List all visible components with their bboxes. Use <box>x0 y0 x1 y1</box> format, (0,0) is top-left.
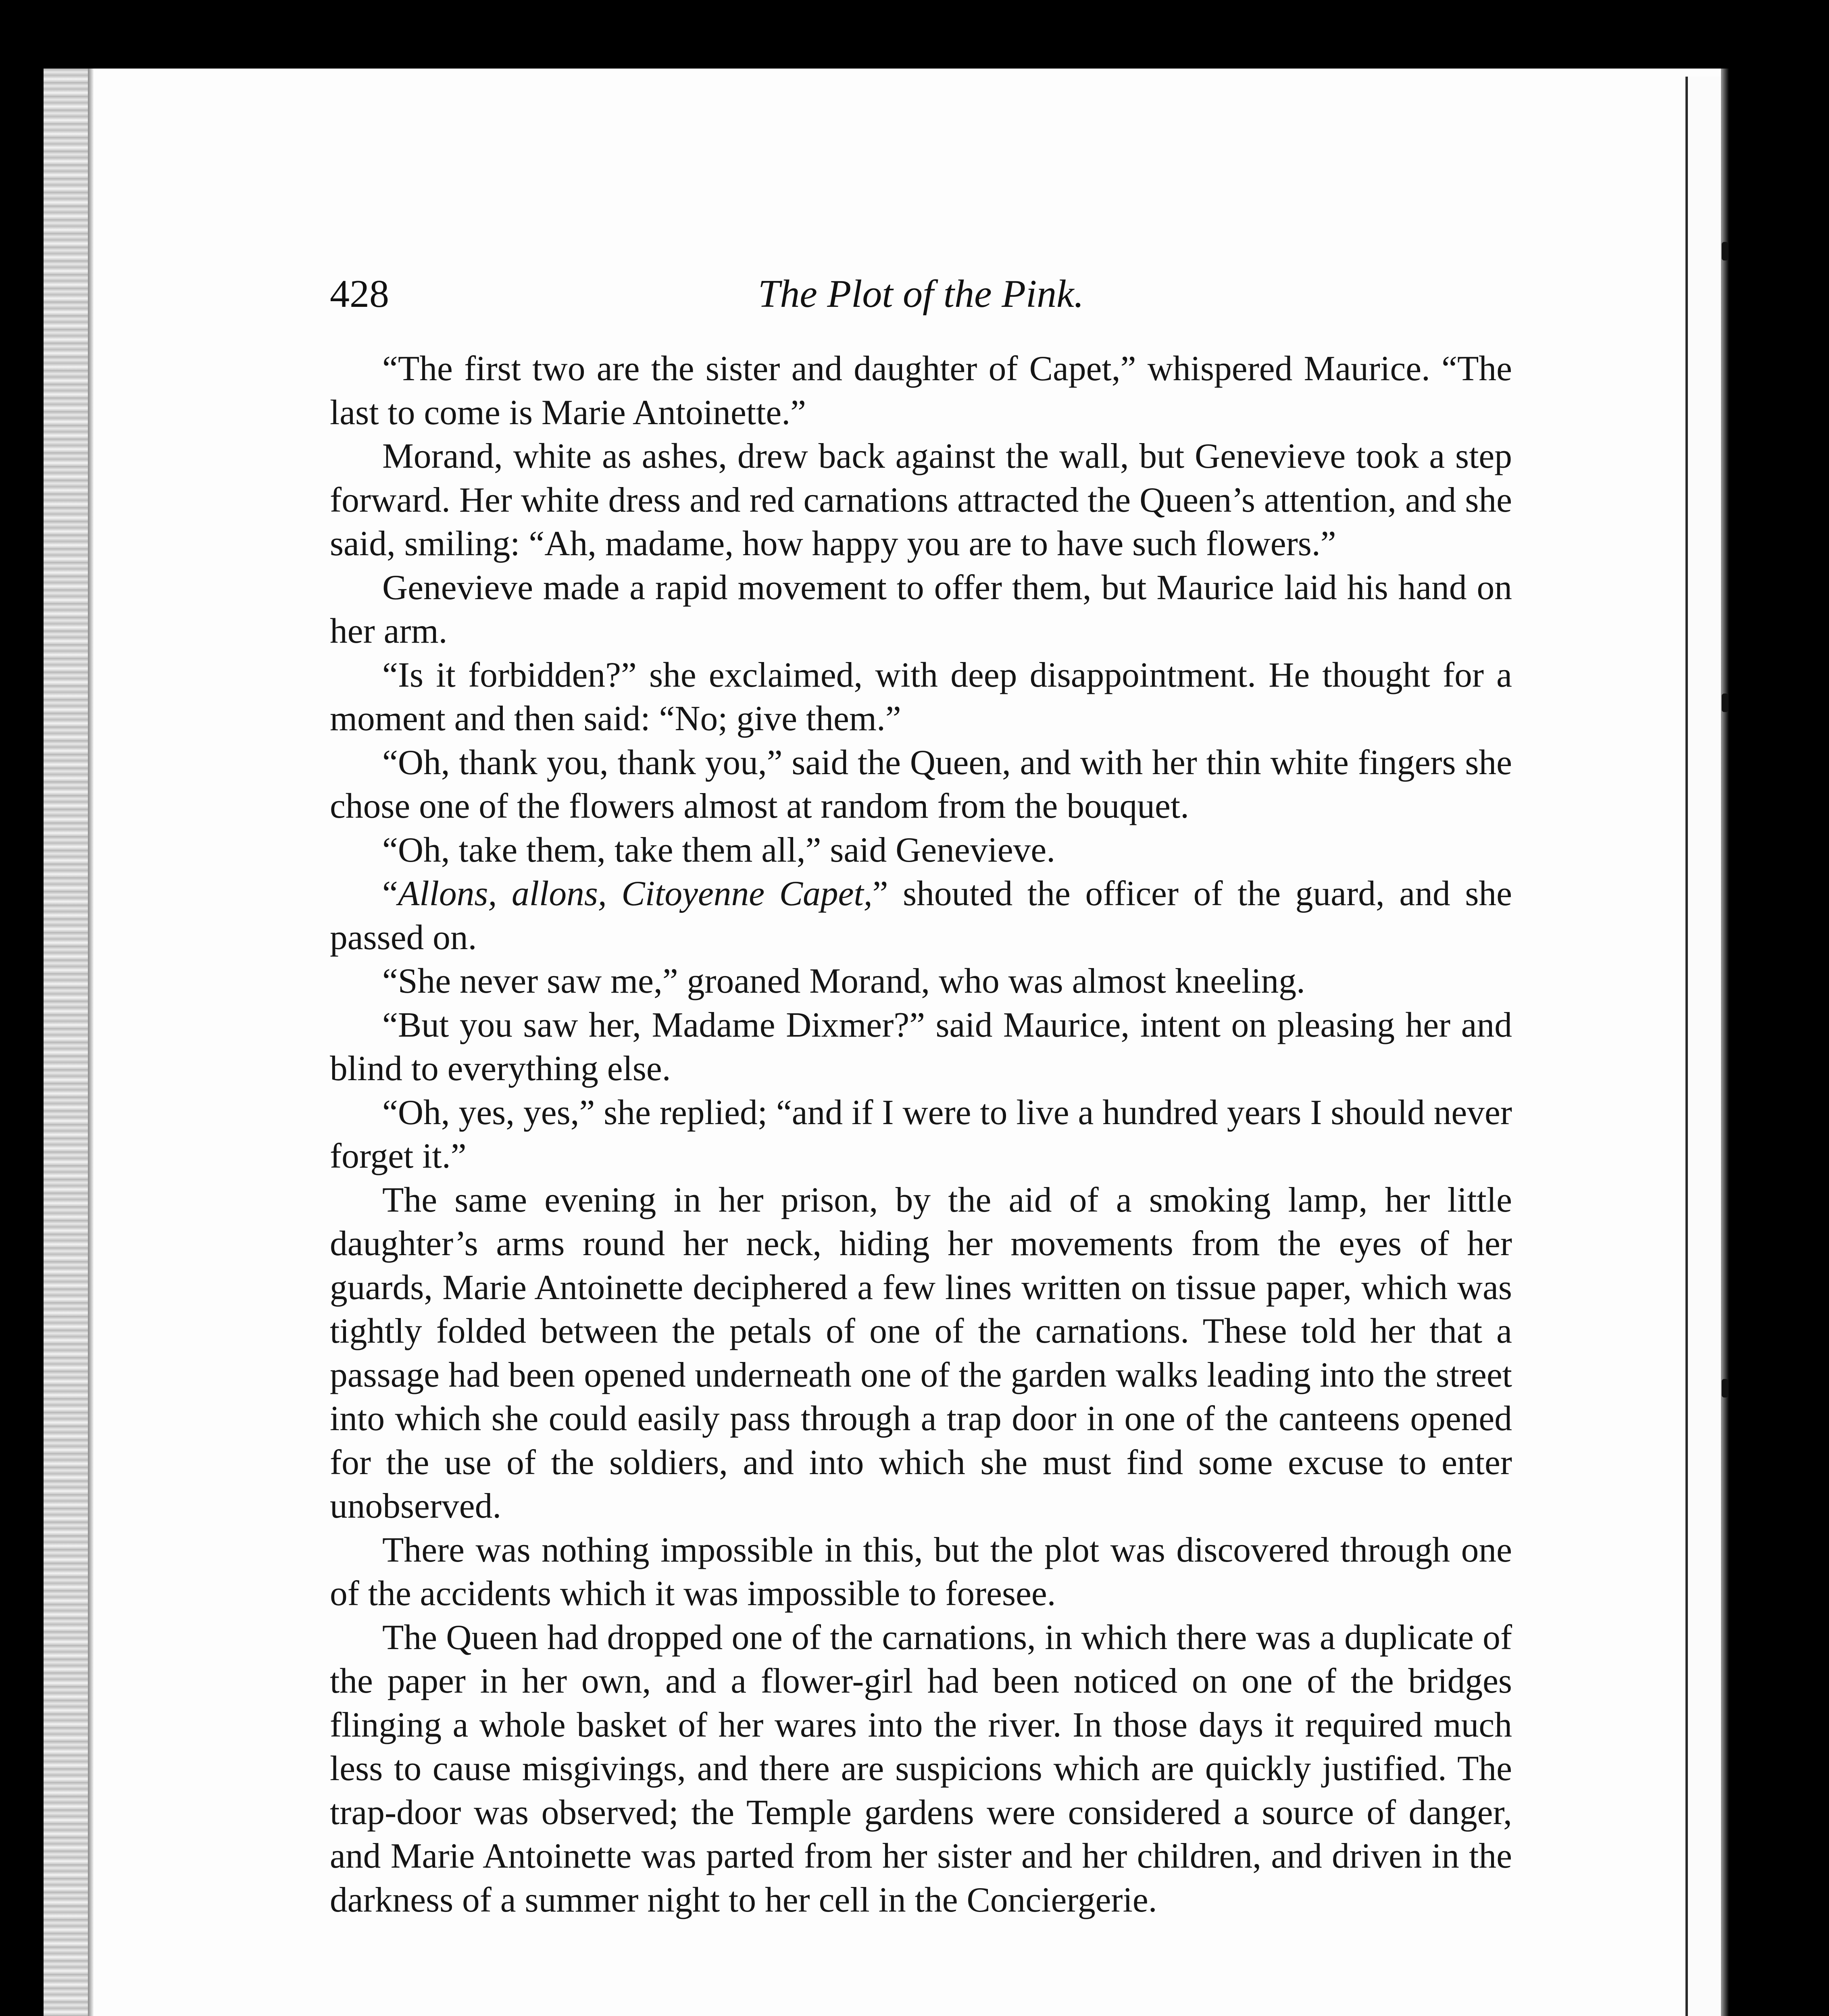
text-run: “Oh, take them, take them all,” said Genevieve. <box>382 830 1056 869</box>
text-run: “Oh, thank you, thank you,” said the Queen, and with her thin white fingers she chose one of the flowers almost at random from the bouquet. <box>330 742 1512 825</box>
text-run: “The first two are the sister and daughter of Capet,” whispered Maurice. “The last to come is Marie Antoinette.” <box>330 349 1512 432</box>
paragraph <box>330 959 1512 1003</box>
text-run: ” shouted the officer of the guard, and she passed on. <box>330 874 1512 957</box>
binding-gutter <box>44 69 88 2016</box>
page-edge-mark <box>1722 242 1728 260</box>
next-page-edge <box>1685 77 1724 2016</box>
page-number: 428 <box>330 272 389 316</box>
text-run: “ <box>382 874 398 913</box>
page-edge-mark <box>1722 1379 1728 1397</box>
text-run: The Queen had dropped one of the carnations, in which there was a duplicate of the paper in her own, and a flower-girl had been noticed on one of the bridges flinging a whole basket of her wares into the river. In those days it required much less to cause misgivings, and there are suspicions which are quickly justified. The trap-door was observed; the Temple gardens were considered a source of danger, and Marie Antoinette was parted from her sister and her children, and driven in the darkness of a summer night to her cell in the Conciergerie. <box>330 1617 1512 1919</box>
paragraph <box>330 1178 1512 1528</box>
page-edge-mark <box>1722 694 1728 712</box>
text-run: There was nothing impossible in this, but the plot was discovered through one of the accidents which it was impossible to foresee. <box>330 1530 1512 1613</box>
text-run: “Oh, yes, yes,” she replied; “and if I were to live a hundred years I should never forget it.” <box>330 1092 1512 1175</box>
paragraph <box>330 1091 1512 1178</box>
text-run: “She never saw me,” groaned Morand, who was almost kneeling. <box>382 961 1305 1000</box>
paragraph <box>330 566 1512 653</box>
binding-edge <box>88 69 94 2016</box>
paragraph <box>330 653 1512 741</box>
paragraph <box>330 1528 1512 1616</box>
text-run: Morand, white as ashes, drew back against the wall, but Genevieve took a step forward. Her white dress and red carnations attracted the Queen’s attention, and she said, smiling: “Ah, madame, how happy you are to have such flowers.” <box>330 436 1512 563</box>
paragraph <box>330 872 1512 959</box>
paragraph <box>330 828 1512 872</box>
text-run: “Is it forbidden?” she exclaimed, with deep disappointment. He thought for a moment and then said: “No; give them.” <box>330 655 1512 738</box>
running-title: The Plot of the Pink. <box>758 272 1084 316</box>
paragraph <box>330 434 1512 566</box>
text-run: Genevieve made a rapid movement to offer them, but Maurice laid his hand on her arm. <box>330 567 1512 650</box>
text-run: The same evening in her prison, by the aid of a smoking lamp, her little daughter’s arms round her neck, hiding her movements from the eyes of her guards, Marie Antoinette deciphered a few lines written on tissue paper, which was tightly folded between the petals of one of the carnations. These told her that a passage had been opened underneath one of the garden walks leading into the street into which she could easily pass through a trap door in one of the canteens opened for the use of the soldiers, and into which she must find some excuse to enter unobserved. <box>330 1180 1512 1525</box>
paragraph <box>330 1003 1512 1091</box>
page-header <box>330 268 1512 320</box>
paragraph <box>330 741 1512 828</box>
page-edge-shadow <box>1721 69 1729 2016</box>
body-text <box>330 347 1512 1922</box>
text-run: “But you saw her, Madame Dixmer?” said Maurice, intent on pleasing her and blind to everything else. <box>330 1005 1512 1088</box>
paragraph <box>330 1616 1512 1922</box>
italic-text: Allons, allons, Citoyenne Capet, <box>398 874 873 913</box>
paragraph <box>330 347 1512 434</box>
